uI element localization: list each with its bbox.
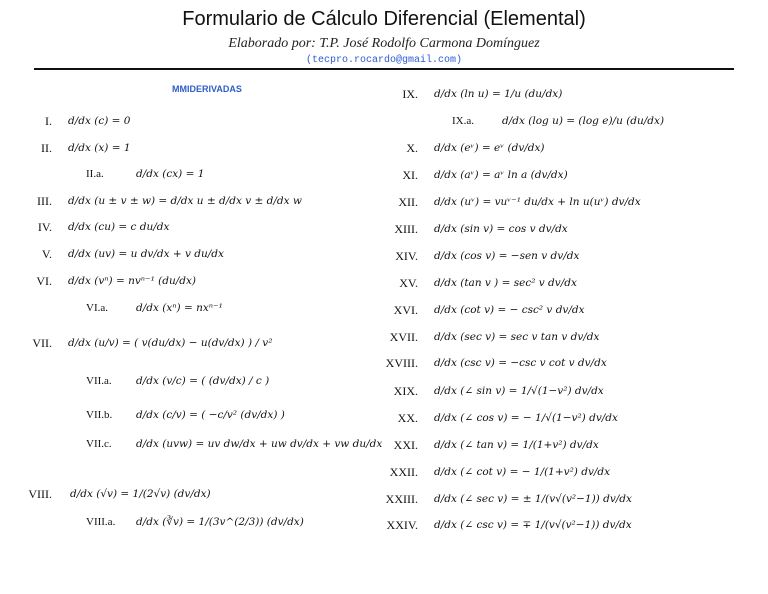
section-title: MMIDERIVADAS xyxy=(172,84,242,94)
formula-expression: d/dx (uv) = u dv/dx + v du/dx xyxy=(68,248,224,260)
formula-expression: d/dx (cu) = c du/dx xyxy=(68,221,170,233)
formula-number: IX. xyxy=(402,87,418,101)
formula-number: III. xyxy=(37,194,52,208)
formula-number: VIII.a. xyxy=(86,516,116,528)
formula-number: XXII. xyxy=(389,465,418,479)
formula-expression: d/dx (vⁿ) = nvⁿ⁻¹ (du/dx) xyxy=(68,275,196,287)
formula-number: VII. xyxy=(32,336,52,350)
formula-expression: d/dx (ln u) = 1/u (du/dx) xyxy=(434,88,563,100)
formula-expression: d/dx (eᵛ) = eᵛ (dv/dx) xyxy=(434,142,545,154)
formula-expression: d/dx (∠ cos v) = − 1/√(1−v²) dv/dx xyxy=(434,412,618,424)
formula-number: XVIII. xyxy=(385,356,418,370)
formula-number: XXIII. xyxy=(385,492,418,506)
formula-number: VI.a. xyxy=(86,302,108,314)
formula-number: V. xyxy=(41,247,52,261)
formula-number: XV. xyxy=(399,276,418,290)
formula-expression: d/dx (cos v) = −sen v dv/dx xyxy=(434,250,580,262)
formula-number: XX. xyxy=(397,411,418,425)
formula-expression: d/dx (csc v) = −csc v cot v dv/dx xyxy=(434,357,607,369)
formula-number: XXI. xyxy=(393,438,418,452)
formula-expression: d/dx (v/c) = ( (dv/dx) / c ) xyxy=(136,375,270,387)
formula-expression: d/dx (cx) = 1 xyxy=(136,168,205,180)
formula-expression: d/dx (log u) = (log e)/u (du/dx) xyxy=(502,115,665,127)
formula-number: IV. xyxy=(37,220,52,234)
formula-expression: d/dx (sin v) = cos v dv/dx xyxy=(434,223,568,235)
formula-expression: d/dx (sec v) = sec v tan v dv/dx xyxy=(434,331,600,343)
formula-number: II. xyxy=(41,141,52,155)
author-email: (tecpro.rocardo@gmail.com) xyxy=(305,55,463,66)
formula-number: XIII. xyxy=(394,222,418,236)
formula-number: XIX. xyxy=(393,384,418,398)
formula-expression: d/dx (c/v) = ( −c/v² (dv/dx) ) xyxy=(136,409,285,421)
formula-number: I. xyxy=(45,114,52,128)
formula-expression: d/dx (aᵛ) = aᵛ ln a (dv/dx) xyxy=(434,169,568,181)
formula-expression: d/dx (∠ cot v) = − 1/(1+v²) dv/dx xyxy=(434,466,611,478)
header-divider xyxy=(34,68,734,70)
author-line: Elaborado por: T.P. José Rodolfo Carmona Domínguez xyxy=(228,36,540,51)
formula-expression: d/dx (∠ sin v) = 1/√(1−v²) dv/dx xyxy=(434,385,604,397)
formula-number: XVI. xyxy=(393,303,418,317)
page-title: Formulario de Cálculo Diferencial (Elemental) xyxy=(182,8,586,30)
formula-number: XI. xyxy=(402,168,418,182)
formula-expression: d/dx (∠ csc v) = ∓ 1/(v√(v²−1)) dv/dx xyxy=(434,519,632,531)
formula-number: XXIV. xyxy=(386,518,418,532)
formula-number: II.a. xyxy=(86,168,104,180)
formula-number: VII.c. xyxy=(86,438,112,450)
formula-expression: d/dx (x) = 1 xyxy=(68,142,131,154)
formula-expression: d/dx (∠ sec v) = ± 1/(v√(v²−1)) dv/dx xyxy=(434,493,632,505)
formula-number: XVII. xyxy=(389,330,418,344)
formula-expression: d/dx (tan v ) = sec² v dv/dx xyxy=(434,277,577,289)
formula-expression: d/dx (u/v) = ( v(du/dx) − u(dv/dx) ) / v² xyxy=(68,337,273,349)
formula-number: XII. xyxy=(398,195,418,209)
formula-expression: d/dx (cot v) = − csc² v dv/dx xyxy=(434,304,585,316)
formula-number: VII.b. xyxy=(86,409,113,421)
formula-expression: d/dx (√v) = 1/(2√v) (dv/dx) xyxy=(70,488,211,500)
formula-number: VI. xyxy=(36,274,52,288)
formula-expression: d/dx (u ± v ± w) = d/dx u ± d/dx v ± d/dx w xyxy=(68,195,302,207)
formula-number: VIII. xyxy=(28,487,52,501)
formula-number: IX.a. xyxy=(452,115,474,127)
formula-expression: d/dx (uᵛ) = vuᵛ⁻¹ du/dx + ln u(uᵛ) dv/dx xyxy=(434,196,641,208)
formula-number: XIV. xyxy=(395,249,418,263)
formula-number: X. xyxy=(406,141,418,155)
formula-expression: d/dx (xⁿ) = nxⁿ⁻¹ xyxy=(136,302,223,314)
formula-expression: d/dx (c) = 0 xyxy=(68,115,131,127)
formula-number: VII.a. xyxy=(86,375,112,387)
formula-expression: d/dx (∠ tan v) = 1/(1+v²) dv/dx xyxy=(434,439,599,451)
formula-expression: d/dx (uvw) = uv dw/dx + uw dv/dx + vw du/dx xyxy=(136,438,383,450)
formula-expression: d/dx (∛v) = 1/(3v^(2/3)) (dv/dx) xyxy=(136,516,304,528)
